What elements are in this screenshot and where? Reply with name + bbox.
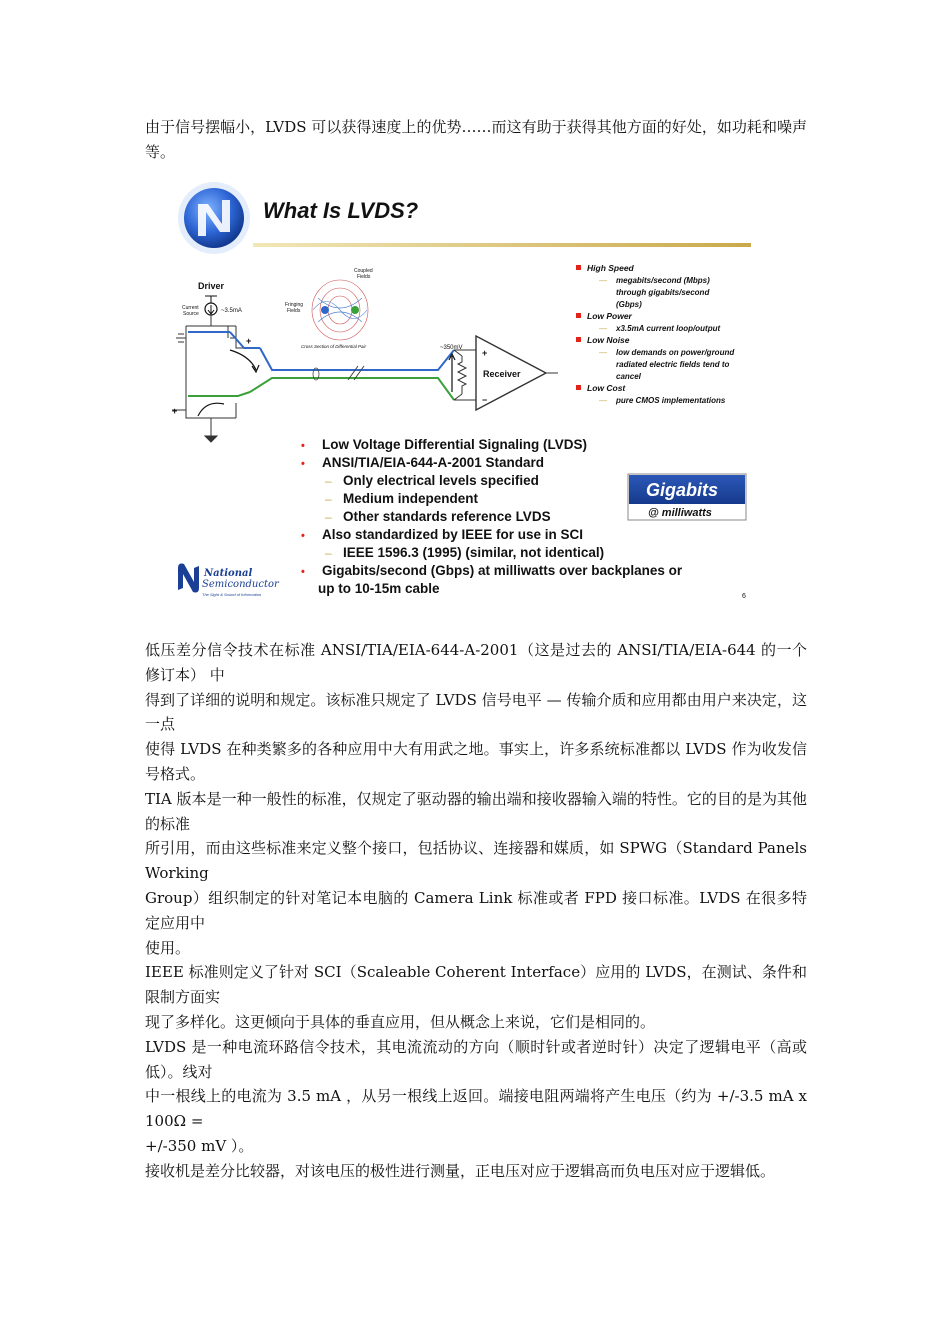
body-line: 使用。 bbox=[145, 938, 191, 957]
feature-list bbox=[576, 263, 735, 405]
slide-title: What Is LVDS? bbox=[263, 198, 419, 223]
lvds-slide bbox=[168, 178, 758, 608]
feature-dash-icon: — bbox=[599, 324, 607, 333]
gigabits-badge bbox=[628, 474, 746, 520]
slide-page-number: 6 bbox=[742, 593, 746, 600]
body-line: 低压差分信令技术在标准 ANSI/TIA/EIA-644-A-2001（这是过去的 ANSI/TIA/EIA-644 的一个修订本） 中 bbox=[145, 641, 807, 684]
svg-text:+: + bbox=[172, 406, 178, 416]
body-line: 使得 LVDS 在种类繁多的各种应用中大有用武之地。事实上，许多系统标准都以 LVDS 作为收发信号格式。 bbox=[145, 740, 807, 783]
current-value: ~3.5mA bbox=[221, 308, 242, 314]
gigabits-subtitle: @ milliwatts bbox=[648, 507, 712, 519]
feature-bullet-icon bbox=[576, 265, 581, 270]
coupled-fields-label-1: Coupled bbox=[354, 268, 373, 274]
body-line: IEEE 标准则定义了针对 SCI（Scaleable Coherent Interface）应用的 LVDS，在测试、条件和限制方面实 bbox=[145, 963, 807, 1007]
body-line: Group）组织制定的针对笔记本电脑的 Camera Link 标准或者 FPD 接口标准。LVDS 在很多特定应用中 bbox=[145, 888, 807, 932]
body-line: +/-350 mV ）。 bbox=[145, 1136, 254, 1155]
feature-bullet-icon bbox=[576, 385, 581, 390]
national-semiconductor-logo bbox=[178, 564, 280, 598]
feature-detail: x3.5mA current loop/output bbox=[616, 324, 721, 333]
sub-dash-icon: – bbox=[325, 510, 332, 524]
body-line: 得到了详细的说明和规定。该标准只规定了 LVDS 信号电平 — 传输介质和应用都由用户来决定，这一点 bbox=[145, 690, 807, 734]
current-source-icon bbox=[205, 296, 217, 315]
intro-paragraph bbox=[145, 115, 807, 165]
field-lines-diagram bbox=[312, 280, 368, 340]
sub-dash-icon: – bbox=[325, 492, 332, 506]
feature-dash-icon: — bbox=[599, 396, 607, 405]
sub-bullet-item: Other standards reference LVDS bbox=[343, 509, 551, 524]
feature-heading: High Speed bbox=[587, 263, 634, 273]
body-line: TIA 版本是一种一般性的标准，仅规定了驱动器的输出端和接收器输入端的特性。它的目的是为其他的标准 bbox=[145, 789, 807, 833]
bullet-item: Gigabits/second (Gbps) at milliwatts over backplanes or bbox=[322, 563, 683, 578]
logo-line1: National bbox=[204, 568, 253, 579]
conductor-negative-icon bbox=[351, 306, 359, 314]
bullet-continuation: up to 10-15m cable bbox=[318, 581, 440, 596]
feature-detail: megabits/second (Mbps) bbox=[616, 276, 710, 285]
bullet-item: Also standardized by IEEE for use in SCI bbox=[322, 527, 584, 542]
svg-text:+: + bbox=[246, 336, 252, 346]
feature-detail: pure CMOS implementations bbox=[616, 396, 726, 405]
feature-heading: Low Power bbox=[587, 311, 632, 321]
globe-logo-icon bbox=[178, 182, 250, 254]
feature-detail: through gigabits/second bbox=[616, 288, 710, 297]
trace-negative bbox=[250, 378, 454, 400]
logo-tagline: The Sight & Sound of Information bbox=[202, 592, 262, 597]
body-paragraphs bbox=[145, 638, 807, 1184]
fringing-fields-label-2: Fields bbox=[287, 308, 301, 314]
driver-green-path bbox=[188, 392, 250, 396]
return-arrow-icon bbox=[198, 403, 224, 416]
svg-text:−: − bbox=[482, 395, 488, 405]
voltage-label: ~350mV bbox=[440, 345, 463, 351]
feature-dash-icon: — bbox=[599, 348, 607, 357]
bullet-dot-icon: • bbox=[301, 458, 305, 470]
coupled-fields-label-2: Fields bbox=[357, 274, 371, 280]
body-line: 中一根线上的电流为 3.5 mA ，从另一根线上返回。端接电阻两端将产生电压（约为 +/-3.5 mA x 100Ω = bbox=[145, 1087, 807, 1131]
sub-bullet-item: Medium independent bbox=[343, 491, 478, 506]
feature-detail: radiated electric fields tend to bbox=[616, 360, 730, 369]
logo-line2: Semiconductor bbox=[202, 579, 279, 590]
sub-bullet-item: IEEE 1596.3 (1995) (similar, not identical) bbox=[343, 545, 605, 560]
feature-dash-icon: — bbox=[599, 276, 607, 285]
current-source-label-1: Current bbox=[182, 305, 199, 311]
feature-heading: Low Noise bbox=[587, 335, 630, 345]
feature-bullet-icon bbox=[576, 313, 581, 318]
body-line: LVDS 是一种电流环路信令技术，其电流流动的方向（顺时针或者逆时针）决定了逻辑电平（高或低）。线对 bbox=[145, 1037, 807, 1081]
body-line: 现了多样化。这更倾向于具体的垂直应用，但从概念上来说，它们是相同的。 bbox=[145, 1012, 656, 1031]
feature-detail: (Gbps) bbox=[616, 300, 642, 309]
gigabits-title: Gigabits bbox=[646, 480, 719, 500]
driver-label: Driver bbox=[198, 281, 225, 291]
bullet-dot-icon: • bbox=[301, 566, 305, 578]
bullet-list bbox=[301, 437, 683, 596]
bullet-item: Low Voltage Differential Signaling (LVDS) bbox=[322, 437, 588, 452]
feature-detail: cancel bbox=[616, 372, 641, 381]
slide-canvas bbox=[168, 178, 758, 608]
feature-detail: low demands on power/ground bbox=[616, 348, 735, 357]
bullet-dot-icon: • bbox=[301, 440, 305, 452]
receiver-label: Receiver bbox=[483, 369, 521, 379]
sub-bullet-item: Only electrical levels specified bbox=[343, 473, 539, 488]
sub-dash-icon: – bbox=[325, 474, 332, 488]
feature-heading: Low Cost bbox=[587, 383, 626, 393]
svg-text:+: + bbox=[482, 348, 488, 358]
sub-dash-icon: – bbox=[325, 546, 332, 560]
termination-resistor-icon bbox=[454, 350, 476, 400]
title-underline bbox=[253, 243, 751, 247]
current-source-label-2: Source bbox=[183, 311, 199, 317]
fringing-fields-label-1: Fringing bbox=[285, 302, 304, 308]
intro-text: 由于信号摆幅小，LVDS 可以获得速度上的优势……而这有助于获得其他方面的好处，如功耗和噪声等。 bbox=[145, 118, 807, 161]
body-line: 所引用，而由这些标准来定义整个接口，包括协议、连接器和媒质，如 SPWG（Standard Panels Working bbox=[145, 839, 807, 883]
cross-section-label: Cross Section of Differential Pair bbox=[301, 344, 367, 349]
bullet-dot-icon: • bbox=[301, 530, 305, 542]
driver-circuit bbox=[172, 315, 246, 442]
feature-bullet-icon bbox=[576, 337, 581, 342]
bullet-item: ANSI/TIA/EIA-644-A-2001 Standard bbox=[322, 455, 545, 470]
body-line: 接收机是差分比较器，对该电压的极性进行测量，正电压对应于逻辑高而负电压对应于逻辑低。 bbox=[145, 1161, 776, 1180]
conductor-positive-icon bbox=[321, 306, 329, 314]
